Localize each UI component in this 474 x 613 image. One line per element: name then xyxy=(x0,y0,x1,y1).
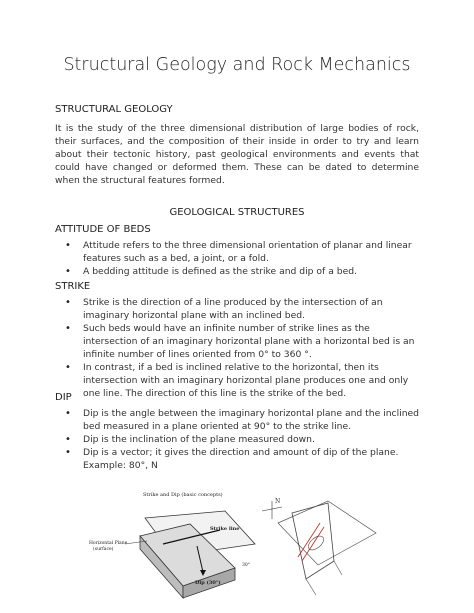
subheading-attitude-of-beds: ATTITUDE OF BEDS xyxy=(55,224,151,235)
subheading-dip: DIP xyxy=(55,392,72,403)
list-item: • Strike is the direction of a line produced by the intersection of an imaginary horizontal plane with an inclined bed. xyxy=(55,296,419,322)
list-item: • A bedding attitude is defined as the strike and dip of a bed. xyxy=(55,265,419,278)
dip-list xyxy=(55,407,419,472)
page-title: Structural Geology and Rock Mechanics xyxy=(63,55,411,75)
dip-sketch-diagram xyxy=(258,493,380,597)
subheading-strike: STRIKE xyxy=(55,281,91,292)
sketch-red-line xyxy=(298,523,320,557)
horizontal-plane-sublabel: (surface) xyxy=(93,547,114,552)
list-item: • Dip is the angle between the imaginary horizontal plane and the inclined bed measured in a plane oriented at 90° to the strike line. xyxy=(55,407,419,433)
attitude-list xyxy=(55,239,419,278)
figure-title: Strike and Dip (basic concepts) xyxy=(143,492,223,498)
horizontal-plane-label: Horizontal Plane xyxy=(89,541,128,546)
angle-label: 30° xyxy=(242,563,250,568)
list-item: • Dip is a vector; it gives the direction and amount of dip of the plane. Example: 80°, N xyxy=(55,446,419,472)
list-item: • Attitude refers to the three dimensional orientation of planar and linear features such as a bed, a joint, or a fold. xyxy=(55,239,419,265)
section-heading-geological-structures: GEOLOGICAL STRUCTURES xyxy=(169,207,305,218)
section-heading-structural-geology: STRUCTURAL GEOLOGY xyxy=(55,104,173,115)
north-label: N xyxy=(275,498,281,505)
sketch-red-line xyxy=(302,527,324,561)
strike-list xyxy=(55,296,419,400)
sketch-line xyxy=(334,561,342,575)
strike-dip-diagram xyxy=(85,486,265,604)
intro-paragraph: It is the study of the three dimensional distribution of large bodies of rock, their surfaces, and the composition of their inside in order to try and learn about their tectonic history, past geological environments and events that could have changed or deformed them. These can be dated to determine when the structural features formed. xyxy=(55,123,419,186)
list-item: • Such beds would have an infinite number of strike lines as the intersection of an imaginary horizontal plane with a horizontal bed is an infinite number of lines oriented from 0° to 360 °. xyxy=(55,322,419,361)
dip-label: Dip (30°) xyxy=(195,580,221,586)
sketch-line xyxy=(306,579,316,595)
sketch-plane xyxy=(278,501,376,565)
list-item: • In contrast, if a bed is inclined relative to the horizontal, then its intersection with an imaginary horizontal plane produces one and only one line. The direction of this line is the strike of the bed. xyxy=(55,361,419,400)
list-item: • Dip is the inclination of the plane measured down. xyxy=(55,433,419,446)
strike-line-label: Strike line xyxy=(210,526,240,532)
